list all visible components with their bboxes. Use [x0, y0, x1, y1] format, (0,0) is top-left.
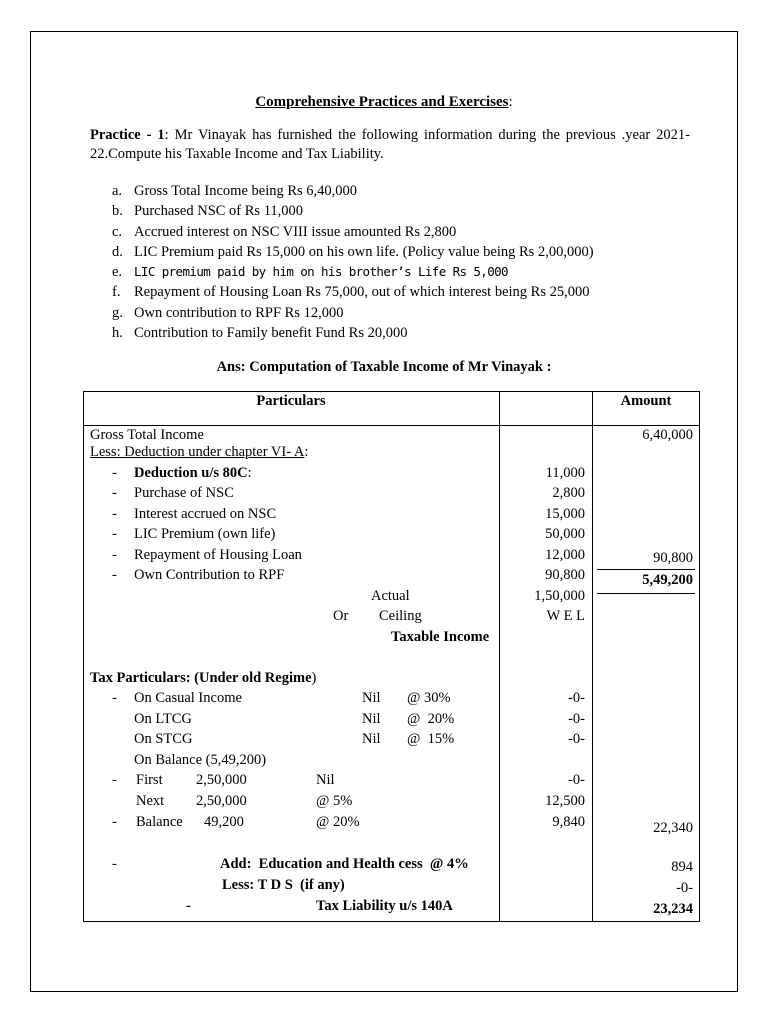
tax-row-value: -0-: [568, 690, 585, 706]
practice-text: : Mr Vinayak has furnished the following information during the previous .year 2021-22.Compute his Taxable Income and Tax Liability.: [90, 127, 690, 162]
tax-row-label: On Casual Income: [134, 690, 242, 706]
mid-value: 15,000: [545, 506, 585, 522]
slab-value: -0-: [568, 772, 585, 788]
deduction-total: 90,800: [653, 550, 693, 566]
tax-row-value: -0-: [568, 731, 585, 747]
slab-rate: @ 5%: [316, 793, 353, 809]
list-item: d. LIC Premium paid Rs 15,000 on his own life. (Policy value being Rs 2,00,000): [112, 243, 594, 260]
dash: -: [112, 567, 117, 583]
cess-label: Add: Education and Health cess @ 4%: [220, 856, 469, 872]
less-label: Less: Deduction under chapter VI- A:: [90, 444, 309, 460]
deduction-row: LIC Premium (own life): [134, 526, 276, 542]
mid-value: 2,800: [552, 485, 585, 501]
liability-amount: 23,234: [653, 901, 693, 917]
gti-label: Gross Total Income: [90, 427, 204, 443]
dash: -: [112, 772, 117, 788]
slab-value: 12,500: [545, 793, 585, 809]
practice-intro: [90, 126, 690, 164]
ceiling-label: Ceiling: [379, 608, 422, 624]
mid-value: 50,000: [545, 526, 585, 542]
total-rule: [597, 569, 695, 570]
slab-label: Balance: [136, 814, 183, 830]
slab-amount: 2,50,000: [196, 772, 247, 788]
dash: -: [186, 898, 191, 914]
tds-label: Less: T D S (if any): [222, 877, 345, 893]
tax-row-label: On LTCG: [134, 711, 192, 727]
mid-value: 90,800: [545, 567, 585, 583]
list-item: f. Repayment of Housing Loan Rs 75,000, out of which interest being Rs 25,000: [112, 284, 590, 301]
taxable-income-label: Taxable Income: [391, 629, 490, 645]
tax-row-value: -0-: [568, 711, 585, 727]
dash: -: [112, 485, 117, 501]
or-label: Or: [333, 608, 349, 624]
slab-rate: Nil: [316, 772, 335, 788]
list-item: e. LIC premium paid by him on his brother’s Life Rs 5,000: [112, 264, 508, 281]
dash: -: [112, 856, 117, 872]
header-divider: [83, 425, 700, 426]
taxable-amount: 5,49,200: [642, 572, 693, 588]
slab-amount: 2,50,000: [196, 793, 247, 809]
dash: -: [112, 690, 117, 706]
dash: -: [112, 465, 117, 481]
tax-row-nil: Nil: [362, 711, 381, 727]
header-particulars: Particulars: [256, 393, 326, 409]
liability-label: Tax Liability u/s 140A: [316, 898, 453, 914]
dash: -: [112, 814, 117, 830]
practice-label: Practice - 1: [90, 127, 165, 143]
mid-value: 11,000: [545, 465, 585, 481]
list-item: c. Accrued interest on NSC VIII issue amounted Rs 2,800: [112, 223, 457, 240]
tax-title: Tax Particulars: (Under old Regime): [90, 670, 317, 686]
gti-amount: 6,40,000: [642, 427, 693, 443]
tax-total: 22,340: [653, 820, 693, 836]
list-item: h. Contribution to Family benefit Fund Rs 20,000: [112, 325, 408, 342]
list-item: b. Purchased NSC of Rs 11,000: [112, 203, 304, 220]
tax-row-rate: @ 30%: [407, 690, 451, 706]
tax-row-nil: Nil: [362, 690, 381, 706]
header-amount: Amount: [620, 393, 672, 409]
dash: -: [112, 526, 117, 542]
ded-80c-label: Deduction u/s 80C:: [134, 465, 252, 481]
mid-value: W E L: [546, 608, 585, 624]
slab-amount: 49,200: [204, 814, 244, 830]
list-item: a. Gross Total Income being Rs 6,40,000: [112, 183, 358, 199]
slab-value: 9,840: [552, 814, 585, 830]
list-item: g. Own contribution to RPF Rs 12,000: [112, 304, 344, 321]
cess-amount: 894: [671, 859, 693, 875]
tax-row-rate: @ 15%: [407, 731, 455, 747]
deduction-row: Own Contribution to RPF: [134, 567, 285, 583]
deduction-row: Purchase of NSC: [134, 485, 234, 501]
dash: -: [112, 547, 117, 563]
slab-label: First: [136, 772, 163, 788]
slab-label: Next: [136, 793, 165, 809]
deduction-row: Interest accrued on NSC: [134, 506, 277, 522]
tax-row-label: On STCG: [134, 731, 193, 747]
slab-rate: @ 20%: [316, 814, 360, 830]
balance-label: On Balance (5,49,200): [134, 752, 267, 768]
tax-row-nil: Nil: [362, 731, 381, 747]
tds-amount: -0-: [676, 880, 693, 896]
deduction-row: Repayment of Housing Loan: [134, 547, 302, 563]
mid-value: 1,50,000: [534, 588, 585, 604]
info-list: [112, 181, 594, 343]
dash: -: [112, 506, 117, 522]
column-divider: [592, 391, 593, 922]
answer-title: Ans: Computation of Taxable Income of Mr Vinayak :: [216, 359, 552, 375]
actual-label: Actual: [371, 588, 410, 604]
total-rule: [597, 593, 695, 594]
mid-value: 12,000: [545, 547, 585, 563]
page-heading: Comprehensive Practices and Exercises:: [255, 94, 513, 110]
tax-row-rate: @ 20%: [407, 711, 455, 727]
